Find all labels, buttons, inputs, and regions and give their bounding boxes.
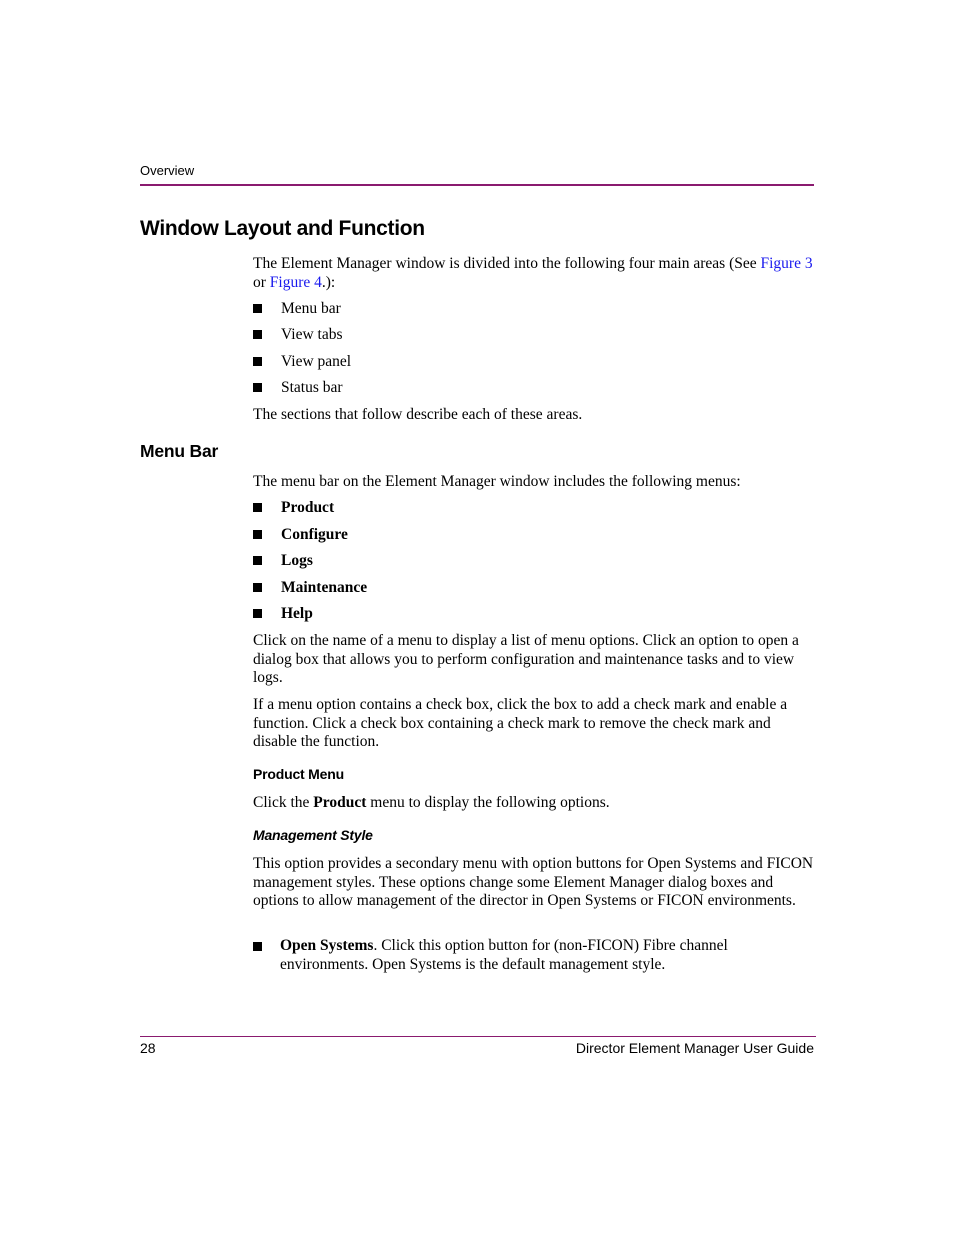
or-text: or bbox=[253, 273, 270, 291]
menu-bar-intro: The menu bar on the Element Manager window includes the following menus: bbox=[253, 473, 741, 490]
product-menu-heading: Product Menu bbox=[253, 766, 344, 782]
management-style-heading: Management Style bbox=[253, 827, 373, 843]
bullet-icon bbox=[253, 503, 262, 512]
bullet-icon bbox=[253, 357, 262, 366]
list-item: Open Systems. Click this option button for (non-FICON) Fibre channel environments. Open Systems is the default management style. bbox=[253, 937, 818, 974]
intro-text: The Element Manager window is divided into the following four main areas (See bbox=[253, 255, 757, 272]
list-item: Configure bbox=[253, 526, 276, 545]
bullet-icon bbox=[253, 556, 262, 565]
footer-rule bbox=[140, 1036, 816, 1037]
list-item: Maintenance bbox=[253, 579, 276, 598]
list-item: Menu bar bbox=[253, 300, 276, 319]
product-menu-paragraph: Click the Product menu to display the following options. bbox=[253, 794, 610, 811]
list-item: Help bbox=[253, 605, 276, 624]
bullet-icon bbox=[253, 942, 262, 951]
guide-title: Director Element Manager User Guide bbox=[575, 1040, 814, 1056]
closing-paragraph: The sections that follow describe each of these areas. bbox=[253, 406, 583, 423]
page-number: 28 bbox=[140, 1040, 156, 1056]
list-item: View panel bbox=[253, 353, 276, 372]
menu-options-paragraph: Click on the name of a menu to display a list of menu options. Click an option to open a dialog box that allows you to perform configuration and maintenance tasks and to view logs. bbox=[253, 632, 799, 686]
bullet-icon bbox=[253, 330, 262, 339]
list-item: Logs bbox=[253, 552, 276, 571]
bullet-icon bbox=[253, 609, 262, 618]
list-item: Product bbox=[253, 499, 276, 518]
list-item: View tabs bbox=[253, 326, 276, 345]
header-rule bbox=[140, 184, 814, 186]
section-title: Window Layout and Function bbox=[140, 217, 425, 240]
intro-paragraph bbox=[253, 255, 818, 292]
bullet-icon bbox=[253, 530, 262, 539]
intro-end-text: .): bbox=[321, 273, 336, 291]
figure-4-link[interactable]: Figure 4 bbox=[269, 273, 322, 291]
bullet-icon bbox=[253, 383, 262, 392]
bullet-icon bbox=[253, 304, 262, 313]
menu-bar-heading: Menu Bar bbox=[140, 441, 219, 461]
list-item: Status bar bbox=[253, 379, 276, 398]
bullet-icon bbox=[253, 583, 262, 592]
running-head: Overview bbox=[140, 163, 195, 178]
check-box-paragraph: If a menu option contains a check box, click the box to add a check mark and enable a function. Click a check box containing a check mark to remove the check mark and disable the function. bbox=[253, 696, 788, 750]
figure-3-link[interactable]: Figure 3 bbox=[760, 255, 813, 272]
management-style-paragraph: This option provides a secondary menu with option buttons for Open Systems and FICON management styles. These options change some Element Manager dialog boxes and options to allow management of the director in Open Systems or FICON environments. bbox=[253, 855, 814, 909]
